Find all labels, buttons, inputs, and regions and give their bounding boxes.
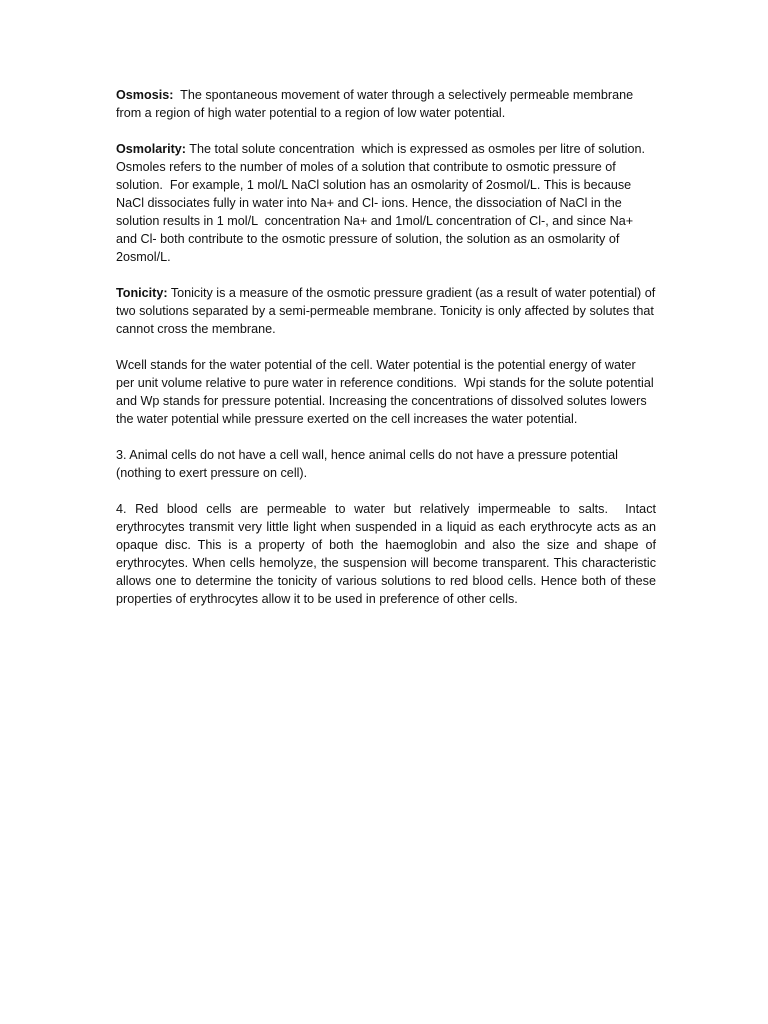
osmolarity-term: Osmolarity:: [116, 142, 186, 156]
osmolarity-paragraph: [116, 140, 656, 266]
water-potential-paragraph: Wcell stands for the water potential of the cell. Water potential is the potential energy of water per unit volume relative to pure water in reference conditions. Wpi stands for the solute potential and Wp stands for pressure potential. Increasing the concentrations of dissolved solutes lowers the water potential while pressure exerted on the cell increases the water potential.: [116, 358, 658, 426]
osmosis-definition: The spontaneous movement of water through a selectively permeable membrane from a region of high water potential to a region of low water potential.: [116, 88, 637, 120]
red-blood-cells-paragraph: 4. Red blood cells are permeable to water but relatively impermeable to salts. Intact erythrocytes transmit very little light when suspended in a liquid as each erythrocyte acts as an opaque disc. This is a property of both the haemoglobin and also the size and shape of erythrocytes. When cells hemolyze, the suspension will become transparent. This characteristic allows one to determine the tonicity of various solutions to red blood cells. Hence both of these properties of erythrocytes allow it to be used in preference of other cells.: [116, 502, 660, 606]
osmolarity-definition: The total solute concentration which is expressed as osmoles per litre of solution. Osmoles refers to the number of moles of a solution that contribute to osmotic pressure of solution. For example, 1 mol/L NaCl solution has an osmolarity of 2osmol/L. This is because NaCl dissociates fully in water into Na+ and Cl- ions. Hence, the dissociation of NaCl in the solution results in 1 mol/L concentration Na+ and 1mol/L concentration of Cl-, and since Na+ and Cl- both contribute to the osmotic pressure of solution, the solution as an osmolarity of 2osmol/L.: [116, 142, 649, 264]
tonicity-term: Tonicity:: [116, 286, 168, 300]
tonicity-paragraph: [116, 284, 659, 338]
animal-cells-paragraph: 3. Animal cells do not have a cell wall, hence animal cells do not have a pressure potential (nothing to exert pressure on cell).: [116, 448, 622, 480]
document-page: [116, 86, 660, 626]
osmosis-term: Osmosis:: [116, 88, 174, 102]
osmosis-paragraph: [116, 86, 656, 122]
tonicity-definition: Tonicity is a measure of the osmotic pressure gradient (as a result of water potential) of two solutions separated by a semi-permeable membrane. Tonicity is only affected by solutes that cannot cross the membrane.: [116, 286, 659, 336]
